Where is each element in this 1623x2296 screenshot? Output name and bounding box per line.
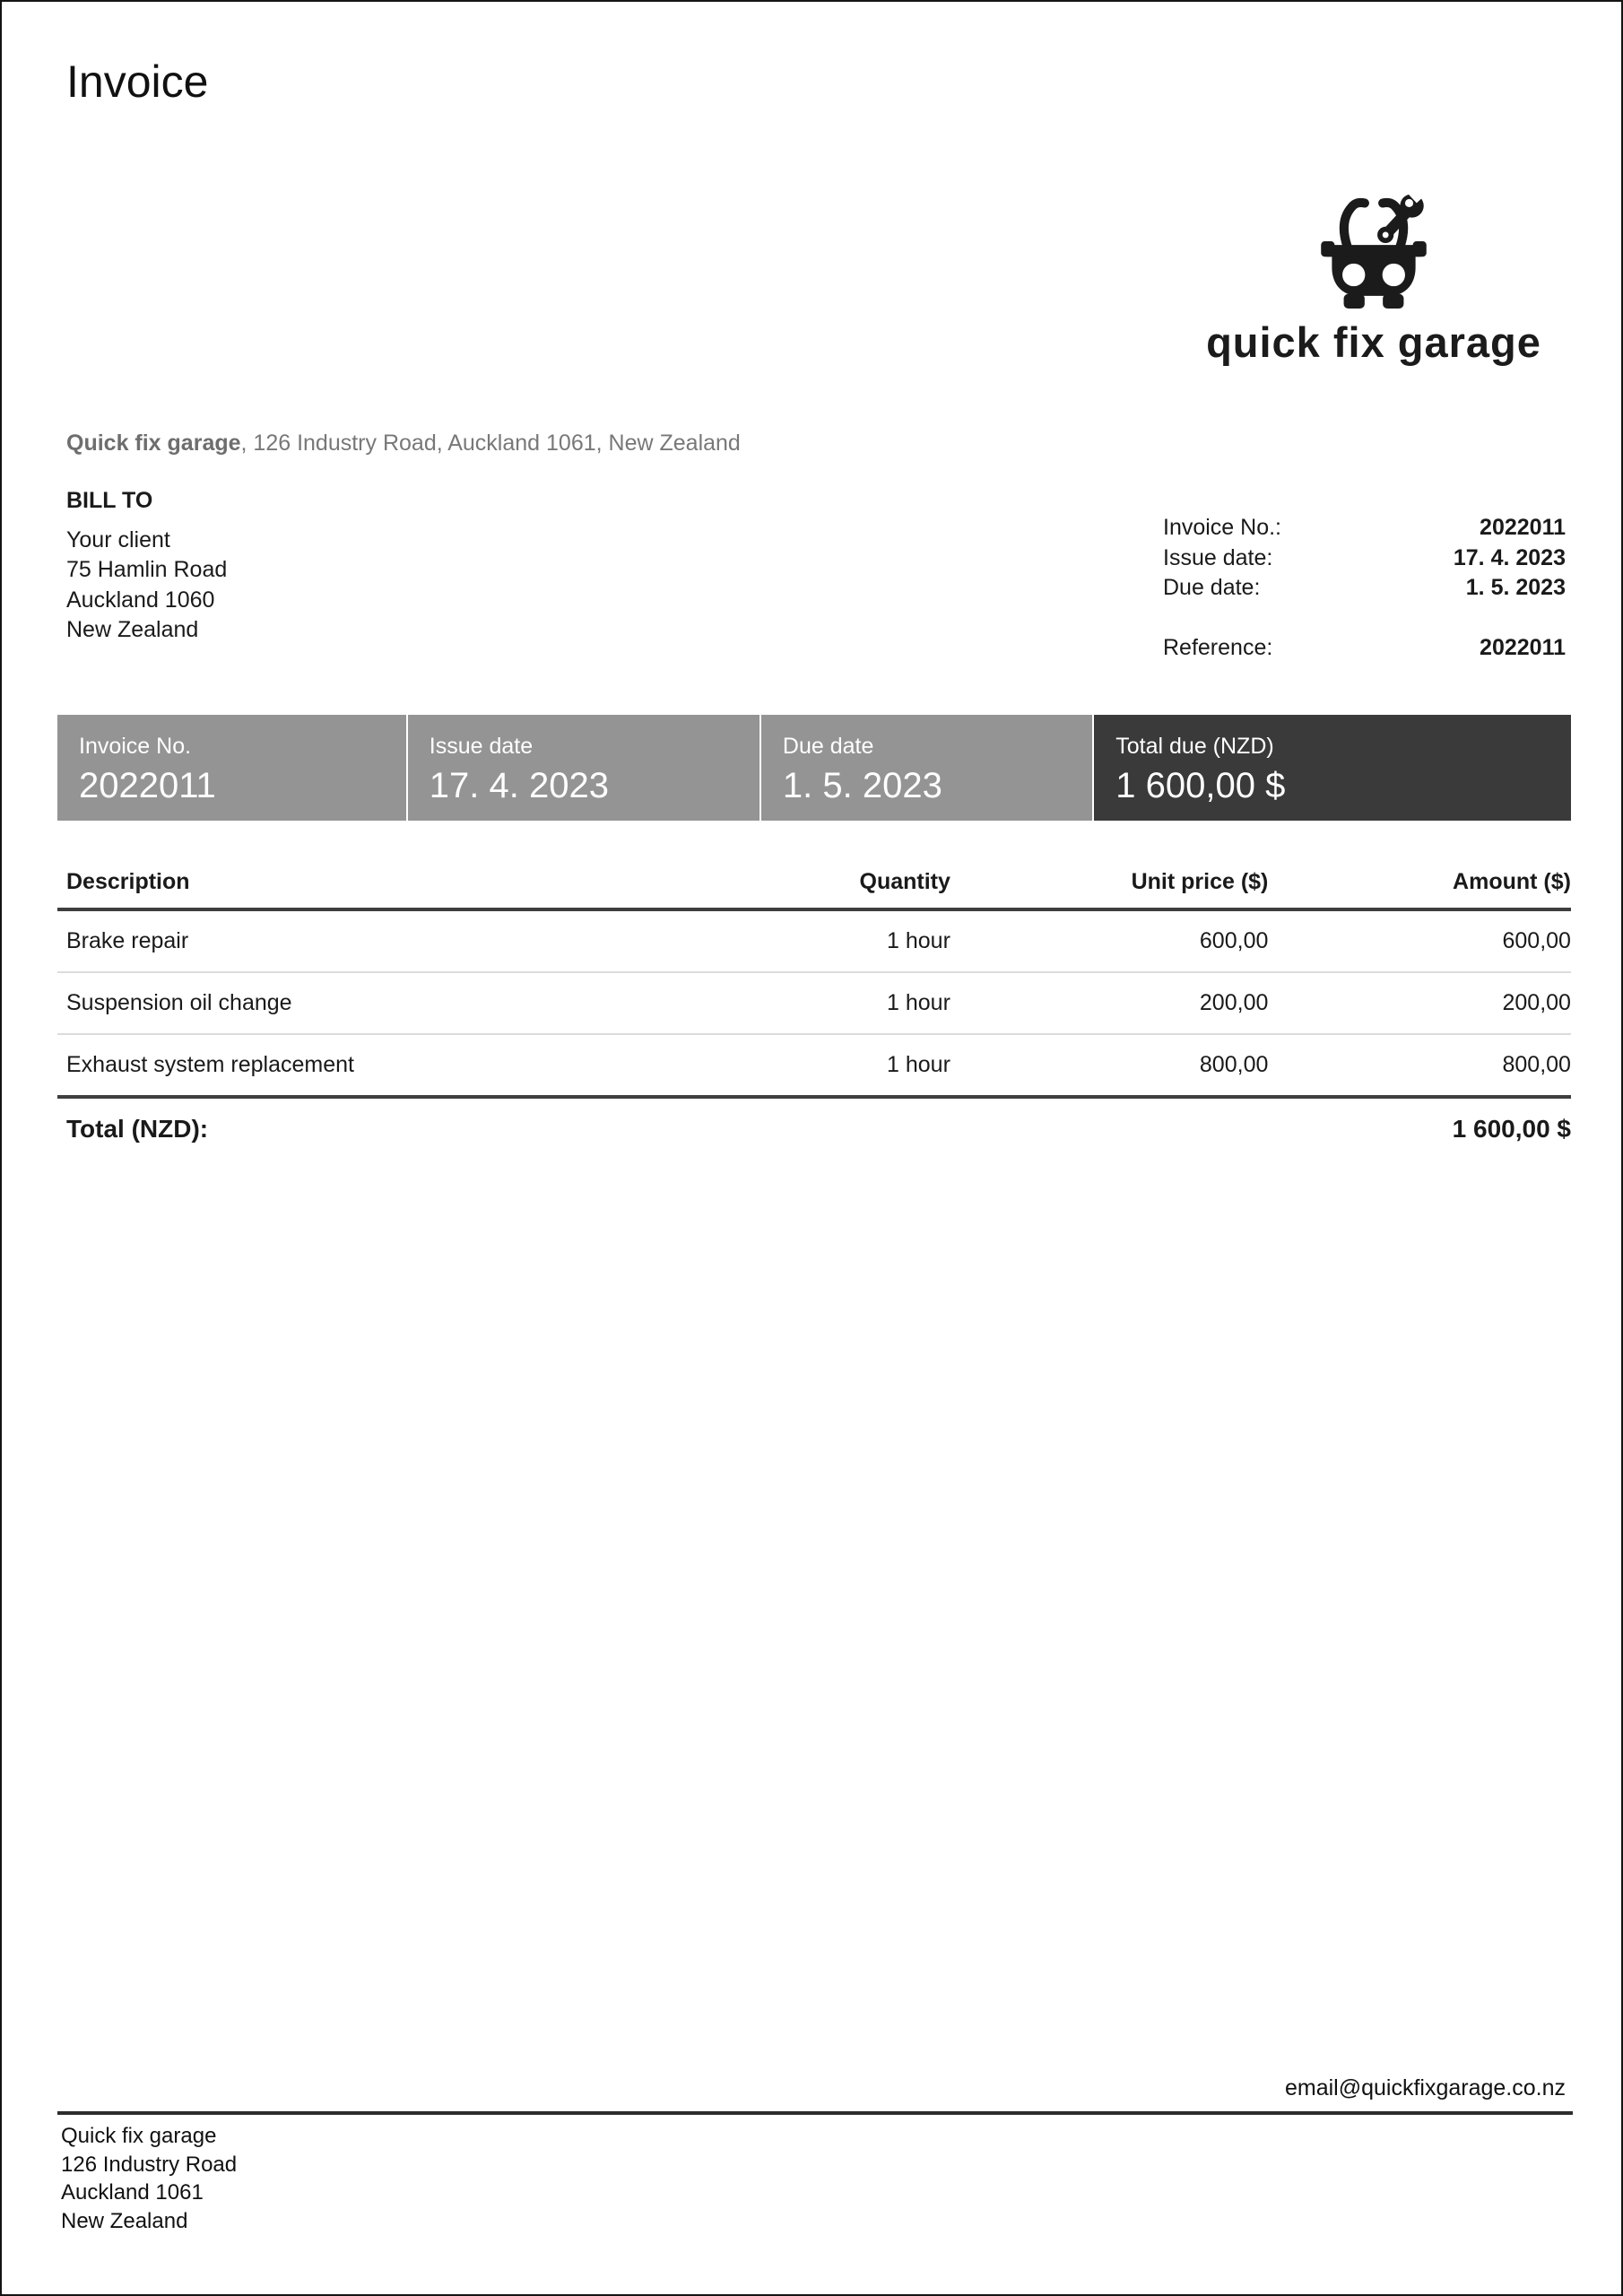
- company-logo: [1194, 172, 1553, 367]
- bill-to-heading: BILL TO: [66, 488, 153, 513]
- meta-row: [1163, 544, 1566, 574]
- meta-row: [1163, 513, 1566, 544]
- footer-address-line: New Zealand: [61, 2208, 188, 2233]
- brand-name: quick fix garage: [1206, 318, 1541, 366]
- total-label: Total (NZD):: [66, 1115, 209, 1143]
- footer-rule: [57, 2111, 1573, 2115]
- invoice-meta-block: [1163, 513, 1566, 663]
- footer-address-block: [61, 2122, 237, 2235]
- item-quantity: 1 hour: [887, 928, 950, 953]
- meta-label: Reference:: [1163, 634, 1273, 660]
- bill-to-line: New Zealand: [66, 617, 199, 642]
- bill-to-line: 75 Hamlin Road: [66, 557, 228, 582]
- company-name: Quick fix garage: [66, 430, 241, 456]
- meta-label: Invoice No.:: [1163, 515, 1282, 540]
- strip-cell-total-due: [1094, 715, 1571, 821]
- strip-value: 1 600,00 $: [1115, 766, 1286, 805]
- item-description: Brake repair: [66, 928, 189, 953]
- meta-label: Due date:: [1163, 575, 1261, 600]
- strip-label: Total due (NZD): [1115, 734, 1274, 759]
- col-amount: Amount ($): [1453, 868, 1571, 894]
- footer-address-line: Auckland 1061: [61, 2180, 204, 2205]
- meta-value: 1. 5. 2023: [1465, 575, 1566, 600]
- meta-row: [1163, 633, 1566, 664]
- meta-value: 2022011: [1480, 515, 1566, 540]
- col-quantity: Quantity: [859, 868, 950, 894]
- bill-to-line: Your client: [66, 526, 170, 552]
- bill-to-block: [66, 486, 227, 646]
- strip-label: Issue date: [429, 734, 534, 759]
- bill-to-line: Auckland 1060: [66, 587, 215, 613]
- table-row: [57, 1035, 1571, 1095]
- item-unit-price: 200,00: [1199, 990, 1269, 1015]
- meta-label: Issue date:: [1163, 544, 1273, 570]
- company-address-rest: , 126 Industry Road, Auckland 1061, New Zealand: [240, 430, 741, 456]
- item-description: Exhaust system replacement: [66, 1052, 354, 1077]
- strip-cell-due-date: [761, 715, 1094, 821]
- footer-email: email@quickfixgarage.co.nz: [1284, 2075, 1566, 2100]
- col-unit-price: Unit price ($): [1131, 868, 1269, 894]
- company-address-line: [66, 430, 741, 457]
- strip-value: 1. 5. 2023: [782, 766, 942, 805]
- meta-value: 2022011: [1480, 634, 1566, 660]
- item-quantity: 1 hour: [887, 1052, 950, 1077]
- col-description: Description: [66, 868, 190, 894]
- strip-label: Invoice No.: [79, 734, 192, 759]
- table-header-row: [57, 856, 1571, 908]
- car-wrench-icon: [1319, 172, 1428, 309]
- items-table: [57, 856, 1571, 1144]
- item-amount: 800,00: [1502, 1052, 1571, 1077]
- item-amount: 600,00: [1502, 928, 1571, 953]
- strip-label: Due date: [782, 734, 874, 759]
- item-unit-price: 600,00: [1199, 928, 1269, 953]
- item-description: Suspension oil change: [66, 990, 292, 1015]
- table-row: [57, 973, 1571, 1033]
- table-row: [57, 911, 1571, 971]
- strip-cell-invoice-no: [57, 715, 408, 821]
- item-quantity: 1 hour: [887, 990, 950, 1015]
- summary-strip: [57, 715, 1571, 821]
- strip-cell-issue-date: [408, 715, 761, 821]
- item-unit-price: 800,00: [1199, 1052, 1269, 1077]
- footer-address-line: Quick fix garage: [61, 2124, 217, 2148]
- strip-value: 2022011: [79, 766, 216, 805]
- total-value: 1 600,00 $: [1452, 1115, 1571, 1143]
- footer-address-line: 126 Industry Road: [61, 2152, 238, 2177]
- item-amount: 200,00: [1502, 990, 1571, 1015]
- total-row: [57, 1099, 1571, 1144]
- strip-value: 17. 4. 2023: [429, 766, 609, 805]
- page-title: Invoice: [66, 57, 209, 107]
- meta-value: 17. 4. 2023: [1453, 544, 1566, 570]
- meta-row: [1163, 573, 1566, 604]
